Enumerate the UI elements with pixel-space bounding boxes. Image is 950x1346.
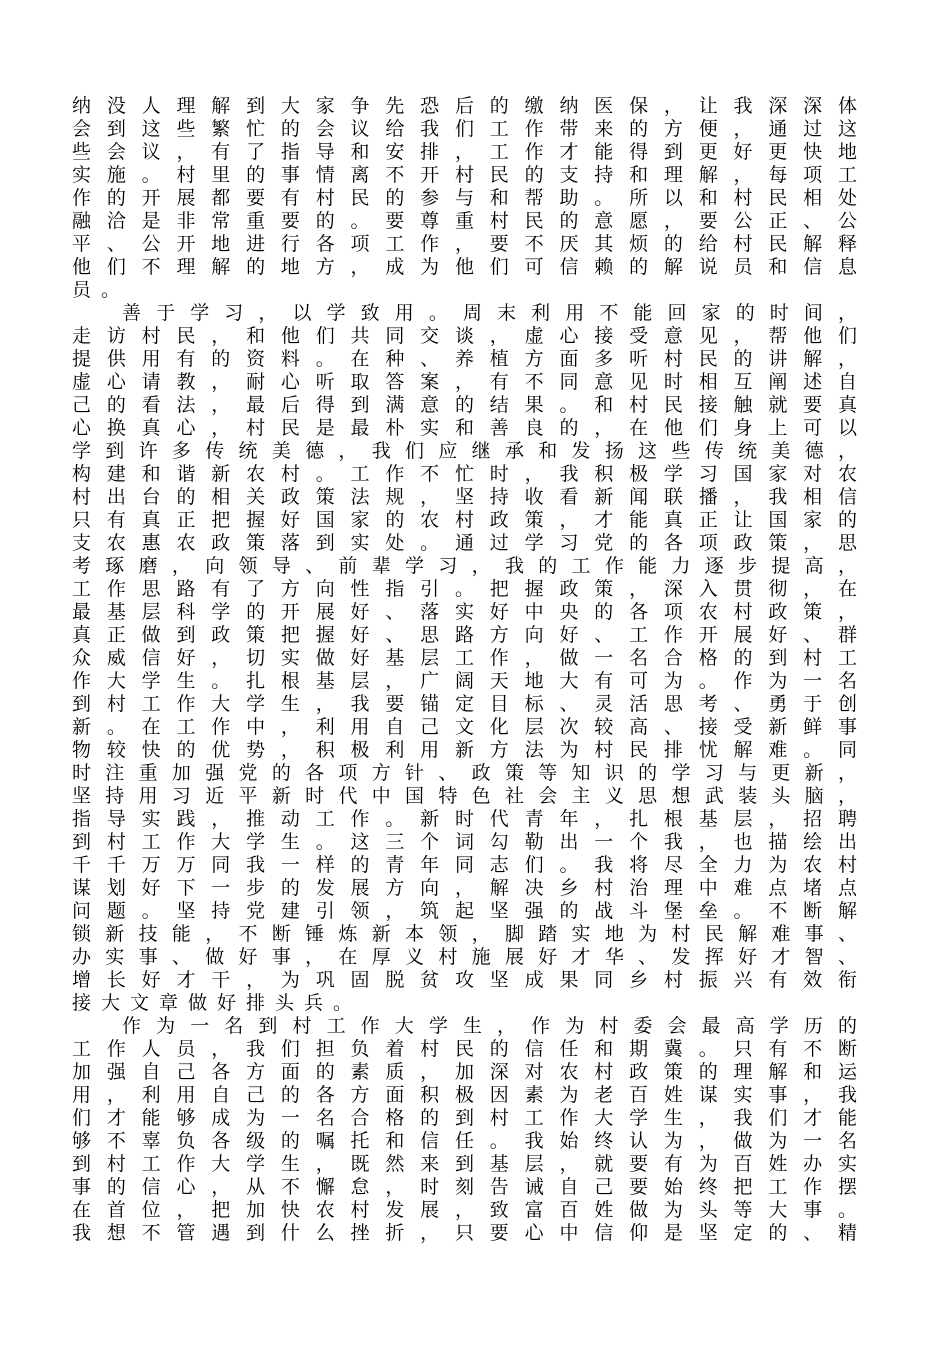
text-line: 事的信心，从不懈怠，时刻告诫自己要始终把工作摆 [72, 1176, 867, 1198]
text-line: 在首位，把加快农村发展，致富百姓做为头等大事。 [72, 1199, 867, 1221]
text-line: 作大学生。扎根基层，广阔天地大有可为。作为一名 [72, 670, 867, 692]
text-line: 增长好才干，为巩固脱贫攻坚成果同乡村振兴有效衔 [72, 969, 867, 991]
text-line: 虚心请教，耐心听取答案，有不同意见时相互阐述自 [72, 371, 867, 393]
paragraph-start-line: 作为一名到村工作大学生，作为村委会最高学历的 [122, 1015, 867, 1037]
text-line: 他们不理解的地方，成为他们可信赖的解说员和信息 [72, 256, 867, 278]
text-line: 到村工作大学生。这三个词勾勒出一个我，也描绘出 [72, 831, 867, 853]
text-line: 最基层科学的开展好、落实好中央的各项农村政策， [72, 601, 867, 623]
text-line: 到村工作大学生，我要锚定目标、灵活思考、勇于创 [72, 693, 867, 715]
text-line: 千千万万同我一样的青年同志们。我将尽全力为农村 [72, 854, 867, 876]
text-line: 工作人员，我们担负着村民的信任和期冀。只有不断 [72, 1038, 867, 1060]
text-line: 些会议，有了指导和安排，工作才能得到更好更快地 [72, 141, 867, 163]
text-line: 问题。坚持党建引领，筑起坚强的战斗堡垒。不断解 [72, 900, 867, 922]
paragraph-start-line: 善于学习，以学致用。周末利用不能回家的时间， [122, 302, 867, 324]
text-line: 到村工作大学生，既然来到基层，就要有为百姓办实 [72, 1153, 867, 1175]
text-line: 心换真心，村民是最朴实和善良的，在他们身上可以 [72, 417, 867, 439]
text-line: 接大文章做好排头兵。 [72, 992, 363, 1014]
text-line: 指导实践，推动工作。新时代青年，扎根基层，招聘 [72, 808, 867, 830]
text-line: 融洽是非常重要的。要尊重村民的意愿，要公正、公 [72, 210, 867, 232]
text-line: 提供用有的资料。在种、养植方面多听村民的讲解， [72, 348, 867, 370]
text-line: 平、公开地进行各项工作，要不厌其烦的给村民解释 [72, 233, 867, 255]
text-line: 作的开展都要有村民的参与和帮助。所以和村民相处 [72, 187, 867, 209]
text-line: 办实事、做好事，在厚义村施展好才华、发挥好才智、 [72, 946, 867, 968]
text-line: 会到这些繁忙的会议给我们工作带来的方便，通过这 [72, 118, 867, 140]
text-line: 学到许多传统美德，我们应继承和发扬这些传统美德， [72, 440, 867, 462]
text-line: 们才能够成为一名合格的到村工作大学生，我们才能 [72, 1107, 867, 1129]
text-line: 工作思路有了方向性指引。把握政策，深入贯彻，在 [72, 578, 867, 600]
document-body [72, 95, 867, 1245]
text-line: 物较快的优势，积极利用新方法为村民排忧解难。同 [72, 739, 867, 761]
text-line: 众威信好，切实做好基层工作，做一名合格的到村工 [72, 647, 867, 669]
text-line: 锁新技能，不断锤炼新本领，脚踏实地为村民解难事、 [72, 923, 867, 945]
text-line: 新。在工作中，利用自己文化层次较高、接受新鲜事 [72, 716, 867, 738]
text-line: 加强自己各方面的素质，加深对农村政策的理解和运 [72, 1061, 867, 1083]
text-line: 谋划好下一步的发展方向，解决乡村治理中难点堵点 [72, 877, 867, 899]
text-line: 用，利用自己的各方面积极因素为老百姓谋实事，我 [72, 1084, 867, 1106]
text-line: 只有真正把握好国家的农村政策，才能真正让国家的 [72, 509, 867, 531]
text-line: 己的看法，最后得到满意的结果。和村民接触就要真 [72, 394, 867, 416]
text-line: 坚持用习近平新时代中国特色社会主义思想武装头脑， [72, 785, 867, 807]
text-line: 纳没人理解到大家争先恐后的缴纳医保，让我深深体 [72, 95, 867, 117]
text-line: 村出台的相关政策法规，坚持收看新闻联播，我相信 [72, 486, 867, 508]
text-line: 支农惠农政策落到实处。通过学习党的各项政策，思 [72, 532, 867, 554]
text-line: 够不辜负各级的嘱托和信任。我始终认为，做为一名 [72, 1130, 867, 1152]
text-line: 实施。村里的事情离不开村民的支持和理解，每项工 [72, 164, 867, 186]
text-line: 真正做到政策把握好、思路方向好、工作开展好、群 [72, 624, 867, 646]
text-line: 时注重加强党的各项方针、政策等知识的学习与更新， [72, 762, 867, 784]
text-line: 考琢磨，向领导、前辈学习，我的工作能力逐步提高， [72, 555, 867, 577]
text-line: 构建和谐新农村。工作不忙时，我积极学习国家对农 [72, 463, 867, 485]
text-line: 我想不管遇到什么挫折，只要心中信仰是坚定的、精 [72, 1222, 867, 1244]
text-line: 员。 [72, 279, 131, 301]
text-line: 走访村民，和他们共同交谈，虚心接受意见，帮他们 [72, 325, 867, 347]
